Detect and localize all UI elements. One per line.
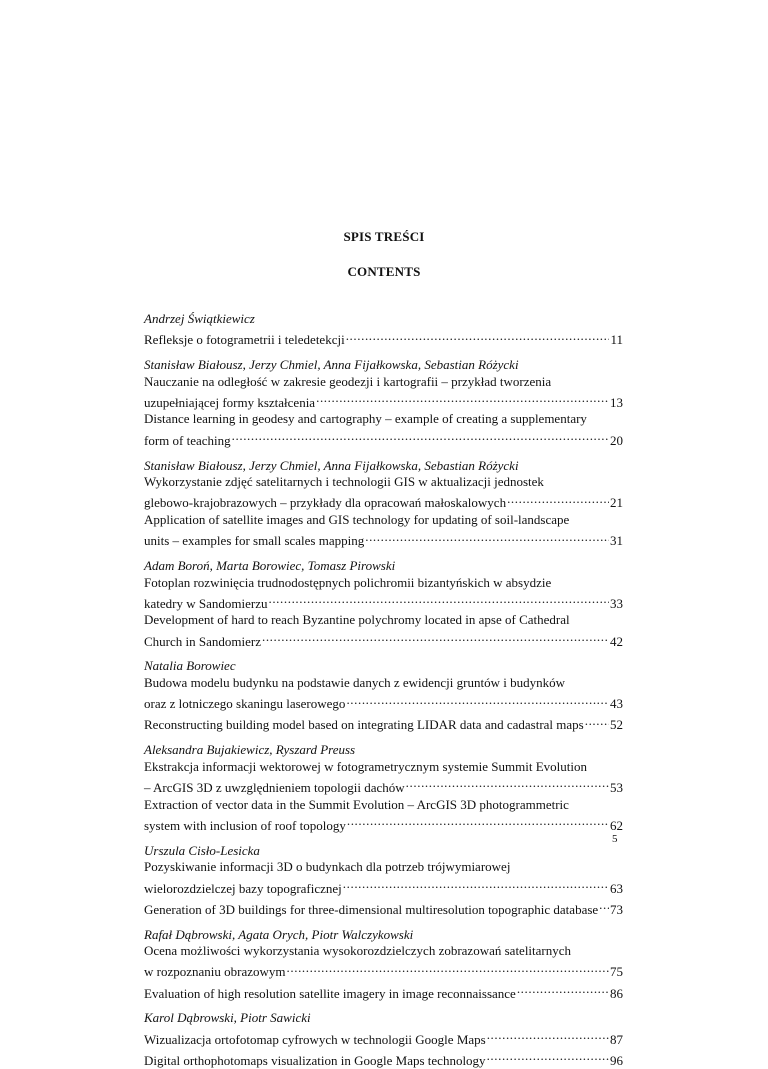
toc-entry-title-line: Extraction of vector data in the Summit Evolution – ArcGIS 3D photogrammetric <box>144 796 569 812</box>
dot-leader <box>506 491 609 508</box>
toc-entry-page-number: 63 <box>610 880 623 896</box>
toc-entry-title: system with inclusion of roof topology <box>144 817 346 833</box>
toc-entry-page-number: 31 <box>610 533 623 549</box>
heading-english: CONTENTS <box>347 264 421 279</box>
dot-leader <box>267 591 609 608</box>
toc-entry-authors: Rafał Dąbrowski, Agata Orych, Piotr Walczykowski <box>144 926 414 942</box>
toc-entry-title-line: Fotoplan rozwinięcia trudnodostępnych polichromii bizantyńskich w absydzie <box>144 574 552 590</box>
toc-entry-title: Generation of 3D buildings for three-dimensional multiresolution topographic database <box>144 901 599 917</box>
toc-entry <box>144 458 623 550</box>
toc-entry <box>144 357 623 449</box>
dot-leader <box>345 328 610 345</box>
toc-entry-title: Refleksje o fotogrametrii i teledetekcji <box>144 332 345 348</box>
toc-entry-page-number: 75 <box>610 964 623 980</box>
dot-leader <box>598 897 609 914</box>
toc-entry-title-row <box>144 390 623 411</box>
dot-leader <box>261 629 609 646</box>
toc-entry-authors: Natalia Borowiec <box>144 658 236 674</box>
dot-leader <box>584 713 609 730</box>
toc-entry-title: katedry w Sandomierzu <box>144 595 268 611</box>
toc-entry-title-row <box>144 591 623 612</box>
toc-entry-page-number: 87 <box>610 1031 623 1047</box>
toc-entry-authors: Karol Dąbrowski, Piotr Sawicki <box>144 1010 311 1026</box>
toc-entry-title-row <box>144 428 623 449</box>
toc-entry-authors: Urszula Cisło-Lesicka <box>144 842 260 858</box>
toc-entry-title: form of teaching <box>144 432 231 448</box>
toc-entry-page-number: 86 <box>610 985 623 1001</box>
dot-leader <box>286 960 609 977</box>
toc-entry-title-row <box>144 1027 623 1048</box>
dot-leader <box>486 1027 609 1044</box>
toc-entry-authors: Stanisław Białousz, Jerzy Chmiel, Anna Fijałkowska, Sebastian Różycki <box>144 357 519 373</box>
toc-entry-title: Evaluation of high resolution satellite imagery in image reconnaissance <box>144 985 516 1001</box>
toc-entry-title-line: Budowa modelu budynku na podstawie danych z ewidencji gruntów i budynków <box>144 675 565 691</box>
toc-entry-title-line: Ekstrakcja informacji wektorowej w fotogrametrycznym systemie Summit Evolution <box>144 758 587 774</box>
dot-leader <box>486 1048 609 1065</box>
toc-entry-title-line: Distance learning in geodesy and cartography – example of creating a supplementary <box>144 411 587 427</box>
toc-entry-title-row <box>144 981 623 1002</box>
toc-entry-page-number: 11 <box>610 332 623 348</box>
dot-leader <box>345 692 609 709</box>
toc-entry <box>144 927 623 1003</box>
toc-entry-title: wielorozdzielczej bazy topograficznej <box>144 880 342 896</box>
toc-entry <box>144 742 623 834</box>
toc-entry-title-line: Application of satellite images and GIS technology for updating of soil-landscape <box>144 511 570 527</box>
toc-entry <box>144 311 623 349</box>
toc-entry-title-row <box>144 491 623 512</box>
toc-entry-page-number: 73 <box>610 901 623 917</box>
toc-entry-authors: Andrzej Świątkiewicz <box>144 311 255 326</box>
toc-entry-title: units – examples for small scales mapping <box>144 533 365 549</box>
toc-entry-page-number: 33 <box>610 595 623 611</box>
toc-entry-page-number: 52 <box>610 717 623 733</box>
toc-entry-title-row <box>144 960 623 981</box>
dot-leader <box>342 876 609 893</box>
toc-entry-title-row <box>144 876 623 897</box>
toc-entry-page-number: 62 <box>610 817 623 833</box>
toc-entry-authors: Stanisław Białousz, Jerzy Chmiel, Anna Fijałkowska, Sebastian Różycki <box>144 457 519 473</box>
dot-leader <box>231 428 609 445</box>
toc-entry-page-number: 42 <box>610 633 623 649</box>
toc-entry-title-row <box>144 529 623 550</box>
table-of-contents <box>144 311 623 1069</box>
toc-entry-title-row <box>144 629 623 650</box>
toc-entry-title-row <box>144 1048 623 1069</box>
dot-leader <box>364 529 609 546</box>
toc-entry-title: oraz z lotniczego skaningu laserowego <box>144 696 346 712</box>
toc-entry-title-row <box>144 328 623 349</box>
toc-entry-title-row <box>144 897 623 918</box>
dot-leader <box>315 390 609 407</box>
toc-entry-title: w rozpoznaniu obrazowym <box>144 964 286 980</box>
toc-entry-authors: Adam Boroń, Marta Borowiec, Tomasz Pirowski <box>144 557 396 573</box>
toc-entry-title-row <box>144 813 623 834</box>
toc-entry-title-row <box>144 692 623 713</box>
toc-entry-title-line: Ocena możliwości wykorzystania wysokorozdzielczych zobrazowań satelitarnych <box>144 943 572 959</box>
toc-entry-page-number: 96 <box>610 1052 623 1068</box>
heading-polish: SPIS TREŚCI <box>343 229 425 244</box>
toc-entry-page-number: 13 <box>610 394 623 410</box>
dot-leader <box>346 813 609 830</box>
toc-entry-authors: Aleksandra Bujakiewicz, Ryszard Preuss <box>144 742 356 758</box>
toc-entry <box>144 1010 623 1069</box>
toc-entry-title-line: Pozyskiwanie informacji 3D o budynkach dla potrzeb trójwymiarowej <box>144 859 511 875</box>
toc-entry-title-row <box>144 713 623 734</box>
toc-entry-title-line: Development of hard to reach Byzantine polychromy located in apse of Cathedral <box>144 612 570 628</box>
toc-entry <box>144 658 623 734</box>
toc-entry-title-line: Wykorzystanie zdjęć satelitarnych i technologii GIS w aktualizacji jednostek <box>144 474 544 490</box>
toc-entry-title-line: Nauczanie na odległość w zakresie geodezji i kartografii – przykład tworzenia <box>144 373 552 389</box>
toc-entry-page-number: 43 <box>610 696 623 712</box>
toc-entry <box>144 558 623 650</box>
dot-leader <box>405 775 609 792</box>
toc-entry-page-number: 53 <box>610 780 623 796</box>
toc-entry-title: Digital orthophotomaps visualization in Google Maps technology <box>144 1052 486 1068</box>
toc-entry-title-row <box>144 775 623 796</box>
page-number: 5 <box>612 833 618 845</box>
toc-entry-title: Reconstructing building model based on integrating LIDAR data and cadastral maps <box>144 717 584 733</box>
dot-leader <box>516 981 609 998</box>
toc-entry <box>144 843 623 919</box>
toc-entry-page-number: 21 <box>610 495 623 511</box>
toc-entry-title: – ArcGIS 3D z uwzględnieniem topologii dachów <box>144 780 405 796</box>
toc-entry-title: glebowo-krajobrazowych – przykłady dla opracowań małoskalowych <box>144 495 507 511</box>
toc-entry-page-number: 20 <box>610 432 623 448</box>
toc-entry-title: uzupełniającej formy kształcenia <box>144 394 316 410</box>
toc-entry-title: Church in Sandomierz <box>144 633 261 649</box>
toc-entry-title: Wizualizacja ortofotomap cyfrowych w technologii Google Maps <box>144 1031 486 1047</box>
